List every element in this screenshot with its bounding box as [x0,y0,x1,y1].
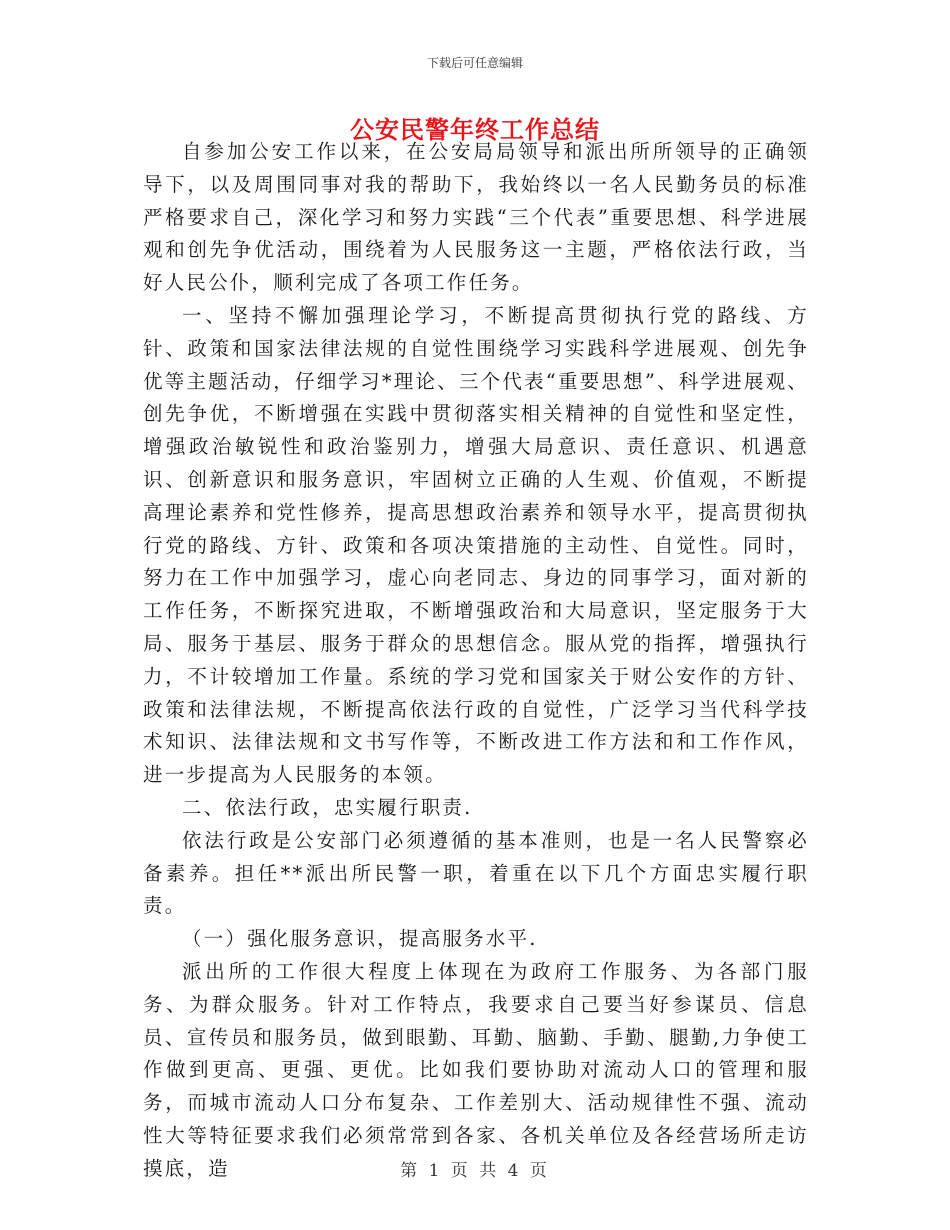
paragraph-intro: 自参加公安工作以来，在公安局局领导和派出所所领导的正确领导下，以及周围同事对我的帮助下，我始终以一名人民勤务员的标准严格要求自己，深化学习和努力实践“三个代表”重要思想、科学进展观和创先争优活动，围绕着为人民服务这一主题，严格依法行政，当好人民公仆，顺利完成了各项工作任务。 [143,140,809,295]
document-body [143,136,809,1186]
subsection-heading-service: （一）强化服务意识，提高服务水平. [182,927,538,951]
page-number-footer: 第 1 页 共 4 页 [400,1161,550,1181]
paragraph-theory-study: 一、坚持不懈加强理论学习，不断提高贯彻执行党的路线、方针、政策和国家法律法规的自觉性围绕学习实践科学进展观、创先争优等主题活动，仔细学习*理论、三个代表“重要思想”、科学进展观、创先争优，不断增强在实践中贯彻落实相关精神的自觉性和坚定性，增强政治敏锐性和政治鉴别力，增强大局意识、责任意识、机遇意识、创新意识和服务意识，牢固树立正确的人生观、价值观，不断提高理论素养和党性修养，提高思想政治素养和领导水平，提高贯彻执行党的路线、方针、政策和各项决策措施的主动性、自觉性。同时，努力在工作中加强学习，虚心向老同志、身边的同事学习，面对新的工作任务，不断探究进取，不断增强政治和大局意识，坚定服务于大局、服务于基层、服务于群众的思想信念。服从党的指挥，增强执行力，不计较增加工作量。系统的学习党和国家关于财公安作的方针、政策和法律法规，不断提高依法行政的自觉性，广泛学习当代科学技术知识、法律法规和文书写作等，不断改进工作方法和和工作作风，进一步提高为人民服务的本领。 [143,303,809,787]
header-note: 下载后可任意编辑 [426,56,523,70]
section-heading-duties: 二、依法行政，忠实履行职责. [182,795,473,819]
paragraph-law-enforcement: 依法行政是公安部门必须遵循的基本准则，也是一名人民警察必备素养。担任**派出所民警一职，着重在以下几个方面忠实履行职责。 [143,828,809,918]
paragraph-service-work: 派出所的工作很大程度上体现在为政府工作服务、为各部门服务、为群众服务。针对工作特点，我要求自己要当好参谋员、信息员、宣传员和服务员，做到眼勤、耳勤、脑勤、手勤、腿勤,力争使工作做到更高、更强、更优。比如我们要协助对流动人口的管理和服务，而城市流动人口分布复杂、工作差别大、活动规律性不强、流动性大等特征要求我们必须常常到各家、各机关单位及各经营场所走访摸底，造 [143,959,809,1180]
document-title: 公安民警年终工作总结 [350,115,600,144]
